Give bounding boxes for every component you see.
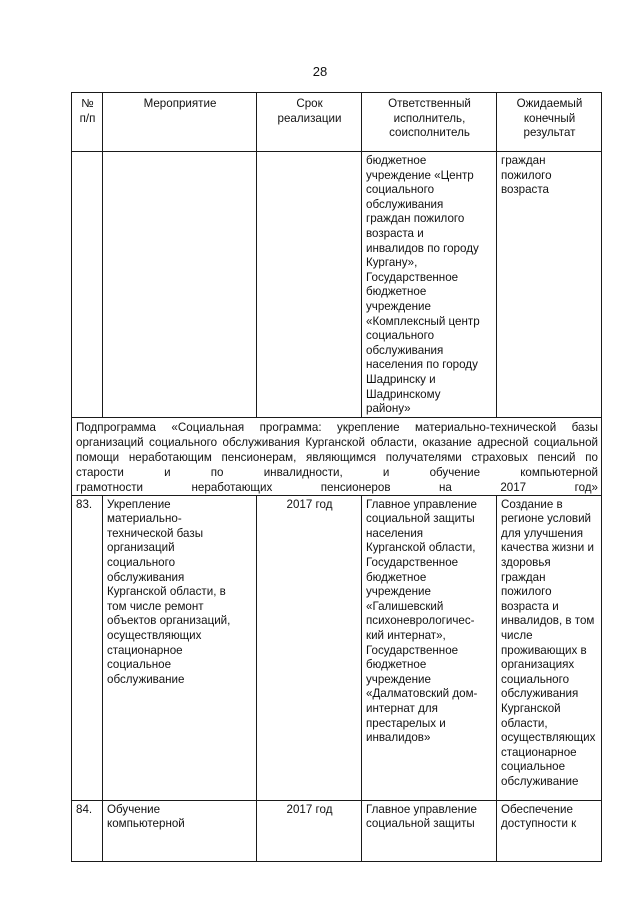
- header-number: № п/п: [72, 93, 103, 152]
- cell-executor: бюджетное учреждение «Центр социального обслуживания граждан пожилого возраста и инвалидов по городу Кургану», Государственное бюджетное учреждение «Комплексный центр социального обслуживания населения по городу Шадринску и Шадринскому району»: [362, 152, 497, 418]
- table-row-subprogram: [72, 417, 602, 495]
- subprogram-title-text: Подпрограмма «Социальная программа: укрепление материально-технической базы организаций социального обслуживания Курганской области, оказание адресной социальной помощи неработающим пенсионерам, являющимся получателями страховых пенсий по старости и по инвалидности, и обучение компьютерной: [76, 420, 598, 479]
- page-number: 28: [312, 64, 328, 79]
- table-header-row: [72, 93, 602, 152]
- table-row-continuation: [72, 152, 602, 418]
- cell-number: 83.: [72, 495, 103, 800]
- cell-executor: Главное управление социальной защиты населения Курганской области, Государственное бюджетное учреждение «Галишевский психоневрологичес- кий интернат», Государственное бюджетное учреждение «Далматовский дом- интернат для престарелых и инвалидов»: [362, 495, 497, 800]
- table-row: [72, 800, 602, 861]
- cell-executor: Главное управление социальной защиты: [362, 800, 497, 861]
- cell-result: граждан пожилого возраста: [497, 152, 602, 418]
- header-term: Срок реализации: [257, 93, 362, 152]
- measures-table: [71, 92, 602, 862]
- cell-result: Обеспечение доступности к: [497, 800, 602, 861]
- cell-event: Обучение компьютерной: [103, 800, 257, 861]
- subprogram-title: [72, 417, 602, 495]
- cell-term: [257, 152, 362, 418]
- header-result: Ожидаемый конечный результат: [497, 93, 602, 152]
- cell-term: 2017 год: [257, 495, 362, 800]
- header-executor: Ответственный исполнитель, соисполнитель: [362, 93, 497, 152]
- header-event: Мероприятие: [103, 93, 257, 152]
- table-row: [72, 495, 602, 800]
- cell-number: [72, 152, 103, 418]
- cell-result: Создание в регионе условий для улучшения качества жизни и здоровья граждан пожилого возраста и инвалидов, в том числе проживающих в организациях социального обслуживания Курганской области, осуществляющих стационарное социальное обслуживание: [497, 495, 602, 800]
- cell-event: [103, 152, 257, 418]
- cell-term: 2017 год: [257, 800, 362, 861]
- cell-number: 84.: [72, 800, 103, 861]
- subprogram-title-last-line: грамотности неработающих пенсионеров на 2017 год»: [76, 480, 598, 494]
- cell-event: Укрепление материально- технической базы организаций социального обслуживания Курганской области, в том числе ремонт объектов организаций, осуществляющих стационарное социальное обслуживание: [103, 495, 257, 800]
